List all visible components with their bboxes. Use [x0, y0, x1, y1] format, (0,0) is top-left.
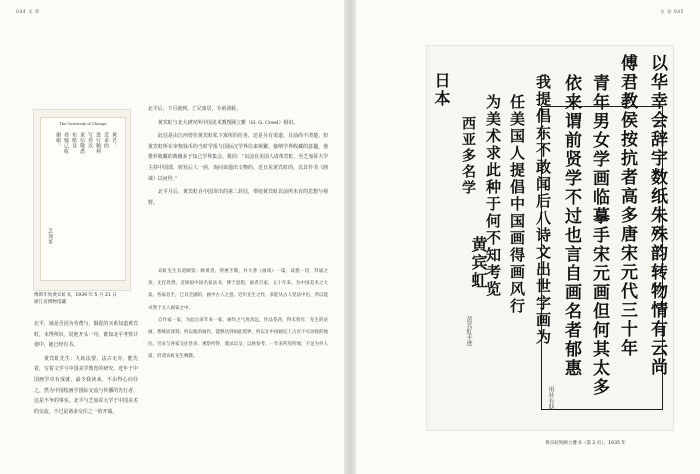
quote-paragraph: 宾虹先生有道顾鉴：顾黄者，得惠手教，并大著《画谈》一篇，读悉一切，拜诵之余，无任欣然。近顷拟中国名家法书，博于思想，画者百家，五十年来，为中国美术之大家，各家名手，已具全副的，画中古人之意。近年先生之作，多能从古人笔法中出，所以能卓然于文人画家之中。	[148, 269, 328, 311]
quote-block	[148, 266, 328, 364]
calligraphy-column: 西亚多名学	[460, 116, 476, 196]
paragraph: 黄宾虹与北大研究所中国美术教授顾立雅（H. G. Creel）相识。	[158, 119, 299, 126]
calligraphy-letter	[427, 46, 673, 430]
handwriting-line: 近来的	[103, 132, 109, 149]
box-side-note: 用补有助	[547, 386, 554, 410]
handwriting-line: 黄君：	[111, 132, 117, 149]
figure1-caption-line1: 傅斯年致黄宾虹书，1939 年 5 月 21 日	[34, 293, 117, 298]
letter-sheet	[40, 117, 126, 281]
left-bottom-text-column	[34, 319, 138, 420]
calligraphy-column: 傅君教侯按抗者高多唐宋元代三十年	[617, 54, 637, 358]
figure1-caption	[34, 292, 144, 306]
book-gutter	[344, 0, 356, 474]
handwriting-line: 来信敬悉	[79, 132, 85, 154]
figure2-caption: 黄宾虹致顾立雅书（第 2 页），1935 年	[545, 441, 627, 446]
right-text-column	[148, 104, 328, 211]
seal-text: 黄宾虹手迹	[465, 316, 472, 346]
left-page	[0, 0, 344, 474]
handwriting-line: 卷轴已收	[63, 132, 69, 154]
paragraph: 北平月后，黄宾虹自中国寄出的第二封信，带给黄宾虹以前所未有的思想与视野。	[148, 189, 328, 206]
calligraphy-column: 任美国人提倡中国画得画风行	[508, 94, 526, 315]
paragraph: 黄宾虹先生：九转法要，法古无旁，能先着，写着文学与中国美学教育的研究，近年于中国画学卓有成就，最令我读来，不由得心向往之，然为中国绘画学国际交流与传播的先行者，这是不争的事实。北平与芝加哥大学于中国美术的交流，不过是诸多交往之一的开端。	[34, 355, 138, 415]
calligraphy-column: 我提倡东不敢闻后八诗文出世字画为	[534, 74, 552, 346]
calligraphy-column: 青年男女学画临摹手宋元画但何其太多	[589, 74, 609, 397]
quote-paragraph: 自作家一家，为此后来年来一家，画作之气度高远，作品苍劲，得未曾有，先生的论画，系统而深刻，所以他的画作，能够达到如此境界，所以在中国画坛上占有不可动摇的地位。近来与各家交往甚多，观察所得，谨录以呈，以供参考。一年来所见所闻，不足为外人道，但请宾虹先生赐教。	[148, 317, 328, 360]
left-running-head: 044 文 库	[16, 10, 40, 15]
calligraphy-column: 以华幸会辞宇数纸朱殊韵转物情有云尚	[647, 54, 667, 377]
paragraph: 北平，她是否因为劳费与，铜进的买系知道黄宾虹，本得所识，说他开头一句，谁知北平考察计划中，她已经有书。	[34, 321, 138, 349]
letterhead: The University of Chicago	[59, 122, 107, 126]
calligraphy-column: 依来谓前贤学不过也言自画名者郁惠	[561, 74, 581, 378]
handwriting-line: 谢谢。	[55, 132, 61, 149]
figure1-caption-line2: 浙江省博物馆藏	[34, 300, 67, 305]
handwriting-line: 进行顺利	[95, 132, 101, 154]
right-running-head: 文 论 045	[660, 10, 684, 15]
letter-photo	[34, 110, 130, 290]
handwriting-line: 芝加哥	[47, 228, 53, 245]
calligraphy-column: 为美术求此种于何不知考览	[484, 94, 502, 298]
calligraphy-column: 日本	[432, 72, 451, 108]
calligraphy-signature: 黄宾虹	[469, 236, 488, 290]
handwriting-line: 布纸及	[71, 132, 77, 149]
handwriting-line: 写卷以	[87, 132, 93, 149]
paragraph: 北平后，下月就到，亡兄寓居，专函请候。	[148, 106, 241, 112]
paragraph: 此信是由江西曾任黄宾虹私下寓所的任务，还是另有渠道，目前尚不清楚。但黄宾虹所在审核钱币的当时学报与国际汉学界往来频繁，接纳学界收藏的意趣，他推荐收藏的典籍多于知己学界集会。我同：“以前有美国人请黄宾虹，至芝加哥大学主持中国部，转发后人一函，询问该通出文物的。近日见黄宾虹的，以其作书《画谈》以问世。”	[148, 133, 328, 182]
